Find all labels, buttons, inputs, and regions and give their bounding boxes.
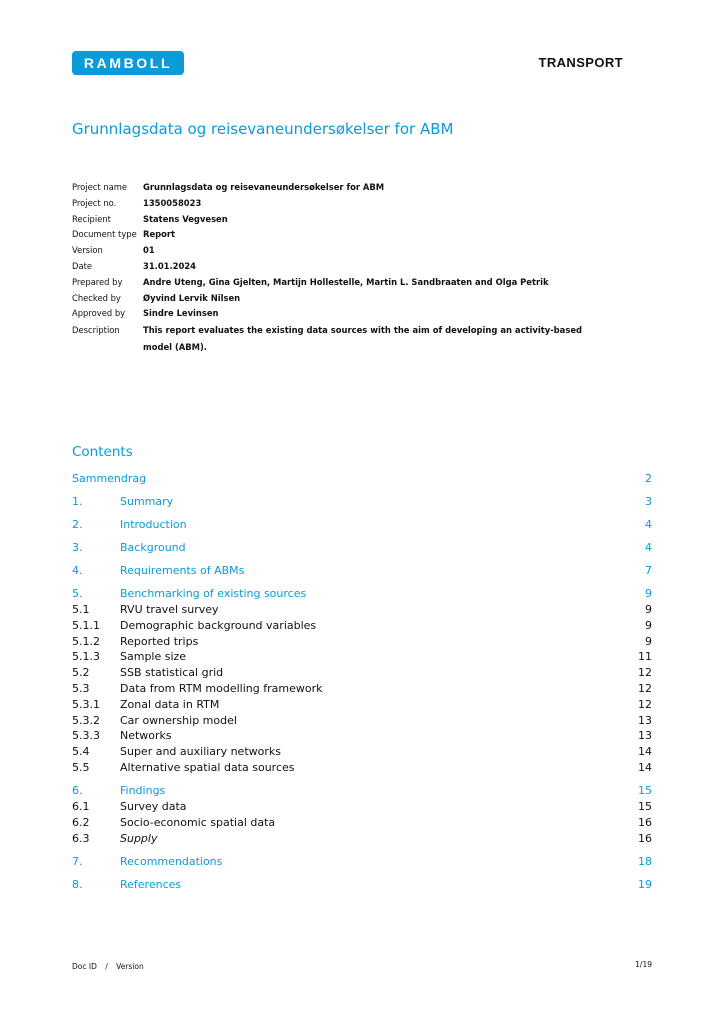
toc-entry[interactable] (72, 815, 652, 831)
toc-entry-title: RVU travel survey (120, 603, 219, 616)
toc-entry-title: SSB statistical grid (120, 666, 224, 680)
toc-entry-number: 6.3 (72, 831, 90, 845)
meta-row-description (72, 322, 582, 356)
toc-entry-page: 9 (645, 603, 652, 616)
toc-entry-number: 2. (72, 518, 83, 531)
meta-row-approved-by (72, 306, 582, 322)
toc-entry-page: 16 (638, 815, 652, 829)
toc-entry-title: Sammendrag (72, 472, 147, 485)
toc-entry-title: Alternative spatial data sources (120, 760, 295, 774)
toc-entry-number: 5.3 (72, 681, 90, 695)
toc-entry-number: 6. (72, 783, 83, 797)
table-of-contents (72, 471, 652, 900)
toc-entry-page: 12 (638, 681, 652, 695)
meta-value: Andre Uteng, Gina Gjelten, Martijn Hollestelle, Martin L. Sandbraaten and Olga Petrik (143, 276, 549, 287)
toc-entry-title: Networks (120, 729, 172, 743)
toc-entry-page: 14 (638, 745, 652, 759)
meta-value: Øyvind Lervik Nilsen (143, 292, 241, 303)
toc-entry-number: 5. (72, 587, 83, 600)
toc-entry-title: Super and auxiliary networks (120, 745, 281, 759)
toc-entry-page: 14 (638, 760, 652, 774)
toc-entry[interactable] (72, 665, 652, 681)
meta-label: Description (72, 325, 120, 336)
toc-entry-title: Socio-economic spatial data (120, 815, 276, 829)
ramboll-logo: RAMBOLL (72, 51, 184, 75)
footer-page-number: 1/19 (635, 960, 652, 969)
toc-entry[interactable] (72, 681, 652, 697)
meta-value: 01 (143, 245, 155, 256)
toc-entry-title: Sample size (120, 650, 187, 664)
meta-label: Approved by (72, 308, 126, 319)
toc-entry-title: Introduction (120, 518, 187, 531)
toc-entry-number: 5.2 (72, 666, 90, 680)
meta-value: 31.01.2024 (143, 260, 196, 271)
meta-value: Report (143, 229, 176, 240)
toc-entry-title: References (120, 877, 182, 891)
toc-entry-page: 16 (638, 831, 652, 845)
toc-entry-number: 3. (72, 541, 83, 554)
toc-entry-page: 15 (638, 799, 652, 813)
toc-entry[interactable] (72, 634, 652, 650)
meta-row-recipient (72, 212, 582, 228)
toc-entry-number: 5.4 (72, 745, 90, 759)
meta-row-checked-by (72, 291, 582, 307)
meta-label: Project no. (72, 197, 117, 208)
meta-value: This report evaluates the existing data sources with the aim of developing an activity-based model (ABM). (143, 325, 582, 353)
toc-entry-title: Supply (120, 831, 158, 845)
toc-entry[interactable] (72, 697, 652, 713)
toc-entry-page: 9 (645, 618, 652, 632)
toc-entry-title: Summary (120, 495, 174, 508)
toc-entry-title: Zonal data in RTM (120, 697, 220, 711)
toc-entry[interactable] (72, 649, 652, 665)
toc-entry-number: 4. (72, 564, 83, 577)
meta-row-date (72, 259, 582, 275)
toc-entry-title: Demographic background variables (120, 618, 317, 632)
meta-label: Version (72, 245, 103, 256)
meta-label: Prepared by (72, 276, 123, 287)
toc-entry-number: 5.5 (72, 760, 90, 774)
toc-entry-page: 7 (645, 564, 652, 577)
meta-row-version (72, 243, 582, 259)
meta-value: 1350058023 (143, 197, 202, 208)
toc-entry-number: 5.1.3 (72, 650, 100, 664)
toc-entry-page: 13 (638, 729, 652, 743)
meta-label: Date (72, 260, 93, 271)
footer-separator: / (105, 962, 108, 971)
toc-entry-page: 12 (638, 697, 652, 711)
meta-row-project-no (72, 196, 582, 212)
toc-entry-page: 18 (638, 854, 652, 868)
metadata-table (72, 180, 582, 356)
toc-entry[interactable] (72, 618, 652, 634)
toc-entry[interactable] (72, 877, 652, 900)
toc-entry-number: 6.1 (72, 799, 90, 813)
toc-entry[interactable] (72, 586, 652, 602)
meta-value: Grunnlagsdata og reisevaneundersøkelser for ABM (143, 182, 385, 192)
toc-entry[interactable] (72, 517, 652, 540)
footer-doc-id (72, 962, 144, 971)
footer-version-label: Version (116, 962, 144, 971)
toc-entry[interactable] (72, 831, 652, 854)
footer-doc-id-label: Doc ID (72, 962, 97, 971)
toc-entry-title: Survey data (120, 799, 187, 813)
toc-entry[interactable] (72, 494, 652, 517)
toc-entry-page: 9 (645, 634, 652, 648)
toc-entry-page: 19 (638, 877, 652, 891)
toc-entry-title: Requirements of ABMs (120, 564, 245, 577)
toc-entry[interactable] (72, 602, 652, 618)
toc-entry-title: Benchmarking of existing sources (120, 587, 307, 600)
toc-entry-number: 5.1.2 (72, 634, 100, 648)
meta-value: Sindre Levinsen (143, 308, 219, 319)
toc-entry-number: 8. (72, 877, 83, 891)
toc-entry[interactable] (72, 728, 652, 744)
toc-entry-page: 12 (638, 666, 652, 680)
toc-entry-page: 9 (645, 587, 652, 600)
toc-entry-number: 5.1.1 (72, 618, 100, 632)
meta-label: Document type (72, 229, 137, 240)
meta-value: Statens Vegvesen (143, 213, 228, 224)
toc-entry[interactable] (72, 713, 652, 729)
toc-entry-title: Recommendations (120, 854, 223, 868)
toc-entry-number: 5.1 (72, 603, 90, 616)
toc-entry-title: Findings (120, 783, 166, 797)
toc-entry-title: Background (120, 541, 186, 554)
toc-entry-page: 4 (645, 518, 652, 531)
contents-heading: Contents (72, 444, 133, 460)
document-title: Grunnlagsdata og reisevaneundersøkelser for ABM (72, 120, 454, 138)
toc-entry-number: 6.2 (72, 815, 90, 829)
meta-label: Checked by (72, 292, 121, 303)
division-label: TRANSPORT (538, 55, 623, 70)
toc-entry-number: 5.3.2 (72, 713, 100, 727)
toc-entry-number: 5.3.1 (72, 697, 100, 711)
meta-row-document-type (72, 227, 582, 243)
toc-entry-number: 7. (72, 854, 83, 868)
toc-entry-title: Car ownership model (120, 713, 237, 727)
toc-entry[interactable] (72, 563, 652, 586)
toc-entry-number: 5.3.3 (72, 729, 100, 743)
meta-row-project-name (72, 180, 582, 196)
toc-entry-page: 3 (645, 495, 652, 508)
toc-entry[interactable] (72, 540, 652, 563)
toc-entry-title: Data from RTM modelling framework (120, 681, 323, 695)
toc-entry[interactable] (72, 854, 652, 877)
toc-entry-title: Reported trips (120, 634, 199, 648)
toc-entry[interactable] (72, 799, 652, 815)
toc-entry-page: 2 (645, 472, 652, 485)
meta-row-prepared-by (72, 275, 582, 291)
toc-entry[interactable] (72, 783, 652, 799)
toc-entry-page: 11 (638, 650, 652, 664)
toc-entry-page: 13 (638, 713, 652, 727)
toc-entry-page: 4 (645, 541, 652, 554)
meta-label: Recipient (72, 213, 111, 224)
meta-label: Project name (72, 182, 128, 192)
toc-entry[interactable] (72, 471, 652, 494)
toc-entry[interactable] (72, 744, 652, 760)
toc-entry-page: 15 (638, 783, 652, 797)
toc-entry-number: 1. (72, 495, 83, 508)
toc-entry[interactable] (72, 760, 652, 783)
